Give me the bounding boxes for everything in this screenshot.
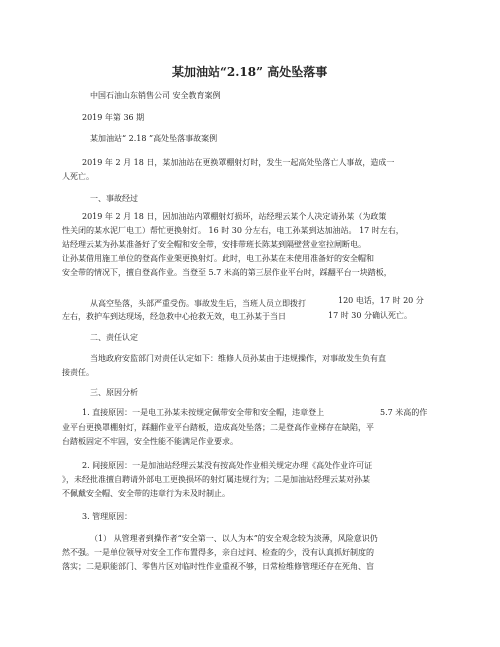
paragraph-line: 接责任。 bbox=[62, 368, 94, 377]
paragraph-line: 2. 间接原因：一是加油站经理云某没有按高处作业相关规定办理《高处作业许可证 bbox=[82, 461, 373, 470]
paragraph-line: 台踏板固定不牢固，安全性能不能满足作业要求。 bbox=[62, 437, 238, 446]
document-title: 某加油站“2.18” 高处坠落事 bbox=[172, 65, 328, 79]
paragraph-line: （1） 从管理者到操作者“安全第一、以人为本”的安全观念较为淡薄，风险意识仍 bbox=[90, 534, 378, 543]
paragraph-line: 落实；二是职能部门、零售片区对临时性作业重视不够，日常检维修管理还存在死角、盲 bbox=[62, 562, 374, 571]
section-heading: 一、事故经过 bbox=[90, 194, 138, 203]
case-title: 某加油站“ 2.18 ”高处坠落事故案例 bbox=[90, 134, 218, 143]
paragraph-line: 从高空坠落，头部严重受伤。事故发生后，当班人员立即拨打 bbox=[90, 299, 306, 308]
issue-number: 2019 年第 36 期 bbox=[82, 113, 145, 122]
section-heading: 三、原因分析 bbox=[90, 388, 138, 397]
paragraph-line: 然不强。一是单位领导对安全工作布置得多，亲自过问、检查的少，没有认真抓好制度的 bbox=[62, 548, 374, 557]
section-heading: 3. 管理原因： bbox=[82, 512, 133, 521]
paragraph-line: 2019 年 2 月 18 日，因加油站内罩棚射灯损坏，站经理云某个人决定请孙某（为政策 bbox=[82, 212, 387, 221]
section-heading: 二、责任认定 bbox=[90, 333, 138, 342]
paragraph-line: 不佩戴安全帽、安全带的违章行为未及时制止。 bbox=[62, 489, 230, 498]
paragraph-line: 性关闭的某水泥厂电工）帮忙更换射灯。 16 时 30 分左右，电工孙某到达加油站。 17 时左右， bbox=[62, 226, 404, 235]
paragraph-line: 站经理云某为孙某准备好了安全帽和安全带，安排带班长陈某到隔壁营业室拉闸断电。 bbox=[62, 240, 366, 249]
paragraph-line: 当地政府安监部门对责任认定如下：维修人员孙某由于违规操作，对事故发生负有直 bbox=[90, 354, 386, 363]
paragraph-line: 安全带的情况下，擅自登高作业。当登至 5.7 米高的第三层作业平台时，踩翻平台一块踏板， bbox=[62, 268, 392, 277]
paragraph-line: 让孙某借用施工单位的登高作业架更换射灯。此时，电工孙某在未使用准备好的安全帽和 bbox=[62, 254, 374, 263]
paragraph-line: 》，未经批准擅自聘请外部电工更换损坏的射灯属违规行为；二是加油站经理云某对孙某 bbox=[62, 475, 370, 484]
paragraph-line: 业平台更换罩棚射灯，踩翻作业平台踏板，造成高处坠落；二是登高作业梯存在缺陷，平 bbox=[62, 423, 374, 432]
paragraph-line: 120 电话，17 时 20 分 bbox=[338, 296, 424, 305]
paragraph-line: 左右，救护车到达现场，经急救中心抢救无效，电工孙某于当日 bbox=[62, 312, 286, 321]
intro-line: 人死亡。 bbox=[62, 172, 94, 181]
paragraph-line: 1. 直接原因：一是电工孙某未按规定佩带安全带和安全帽，违章登上 bbox=[82, 408, 325, 417]
intro-line: 2019 年 2 月 18 日，某加油站在更换罩棚射灯时，发生一起高处坠落亡人事故，造成一 bbox=[82, 158, 395, 167]
document-subtitle: 中国石油山东销售公司 安全教育案例 bbox=[90, 91, 221, 100]
paragraph-line: 17 时 30 分确认死亡。 bbox=[328, 311, 412, 320]
paragraph-line: 5.7 米高的作 bbox=[380, 408, 428, 417]
